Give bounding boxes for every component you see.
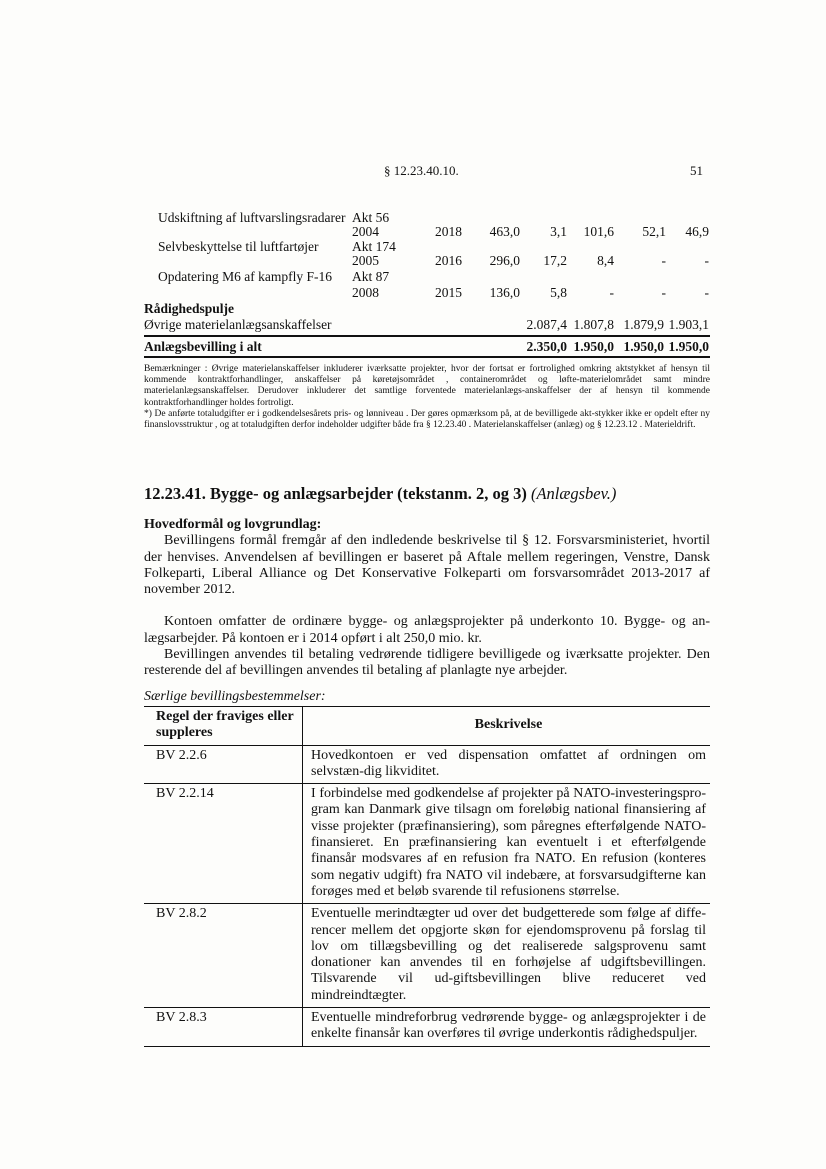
rule-cell: BV 2.8.3 (144, 1008, 303, 1047)
project-value: 46,9 (685, 224, 709, 239)
rule-cell: BV 2.8.2 (144, 904, 303, 1008)
total-value: 1.950,0 (573, 339, 614, 354)
pool-value: 1.879,9 (623, 317, 664, 332)
project-akt: Akt 56 (352, 210, 390, 225)
project-value: 17,2 (543, 253, 567, 268)
pool-label: Øvrige materielanlægsanskaffelser (144, 317, 332, 332)
project-value: 52,1 (642, 224, 666, 239)
project-akt-year: 2005 (352, 253, 379, 268)
project-year: 2016 (435, 253, 462, 268)
project-value: 5,8 (550, 285, 567, 300)
project-value: - (704, 285, 709, 300)
pool-value: 1.903,1 (668, 317, 709, 332)
page-number: 51 (690, 163, 703, 178)
pool-value: 2.087,4 (526, 317, 567, 332)
table-row (144, 904, 710, 1008)
project-value: 101,6 (583, 224, 614, 239)
section-title-text: 12.23.41. Bygge- og anlægsarbejder (tekstanm. 2, og 3) (144, 484, 527, 503)
project-total: 296,0 (489, 253, 520, 268)
project-akt-year: 2008 (352, 285, 379, 300)
description-cell: I forbindelse med godkendelse af projekter på NATO-investeringspro-gram kan Danmark give tilsagn om foreløbig national finansiering af visse projekter (præfinansiering), som påregnes efterfølgende NATO-finansieret. En præfinansiering kan eventuelt i et efterfølgende finansår modsvares af en refusion fra NATO. En refusion (konteres som negativ udgift) fra NATO vil indebære, at forsvarsudgifterne kan forøges med et beløb svarende til refusionens størrelse. (303, 784, 711, 904)
body-paragraph: Kontoen omfatter de ordinære bygge- og anlægsprojekter på underkonto 10. Bygge- og an-lægsarbejder. På kontoen er i 2014 opført i alt 250,0 mio. kr. (144, 614, 710, 646)
section-title-italic: (Anlægsbev.) (530, 484, 617, 503)
total-value: 1.950,0 (623, 339, 664, 354)
body-paragraph: Bevillingens formål fremgår af den indledende beskrivelse til § 12. Forsvarsministeriet, hvortil der henvises. Anvendelsen af bevillingen er baseret på Aftale mellem regeringen, Venstre, Dansk Folkeparti, Liberal Alliance og Det Konservative Folkeparti om forsvarsområdet 2013-2017 af november 2012. (144, 533, 710, 598)
remarks-footnote: *) De anførte totaludgifter er i godkendelsesårets pris- og lønniveau . Der gøres opmærksom på, at de bevilligede akt-stykker ikke er opdelt efter ny finanslovsstruktur , og at totaludgiften derfor indeholder udgifter både fra § 12.23.40 . Materielanskaffelser (anlæg) og § 12.23.12 . Materieldrift. (144, 408, 710, 431)
table-rule (144, 356, 710, 358)
description-cell: Hovedkontoen er ved dispensation omfattet af ordningen om selvstæn-dig likviditet. (303, 745, 711, 784)
project-total: 463,0 (489, 224, 520, 239)
section-body (144, 517, 710, 680)
section-title (144, 484, 616, 504)
project-name: Udskiftning af luftvarslingsradarer (158, 210, 346, 225)
project-value: - (661, 285, 666, 300)
table-row (144, 745, 710, 784)
provisions-table (144, 706, 710, 1047)
description-cell: Eventuelle mindreforbrug vedrørende bygge- og anlægsprojekter i de enkelte finansår kan overføres til øvrige underkontis rådighedspuljer. (303, 1008, 711, 1047)
total-value: 2.350,0 (526, 339, 567, 354)
project-akt: Akt 87 (352, 269, 390, 284)
purpose-heading: Hovedformål og lovgrundlag: (144, 517, 322, 532)
table-row (144, 1008, 710, 1047)
project-value: - (661, 253, 666, 268)
project-name: Opdatering M6 af kampfly F-16 (158, 269, 332, 284)
col-header-rule: Regel der fraviges eller suppleres (144, 707, 303, 746)
pool-heading: Rådighedspulje (144, 301, 235, 316)
project-year: 2015 (435, 285, 462, 300)
table-row (144, 784, 710, 904)
table-rule (144, 335, 710, 337)
pool-value: 1.807,8 (573, 317, 614, 332)
project-akt-year: 2004 (352, 224, 379, 239)
description-cell: Eventuelle merindtægter ud over det budgetterede som følge af diffe-rencer mellem det opgjorte skøn for ejendomsprovenu på forslag til lov om tillægsbevilling og det realiserede salgsprovenu samt donationer kan anvendes til en forhøjelse af udgiftsbevillingen. Tilsvarende vil ud-giftsbevillingen blive reduceret ved mindreindtægter. (303, 904, 711, 1008)
col-header-description: Beskrivelse (303, 707, 711, 746)
project-value: 8,4 (597, 253, 614, 268)
body-paragraph: Bevillingen anvendes til betaling vedrørende tidligere bevilligede og iværksatte projekter. Den resterende del af bevillingen anvendes til betaling af planlagte nye arbejder. (144, 647, 710, 679)
remarks-paragraph: Bemærkninger : Øvrige materielanskaffelser inkluderer iværksatte projekter, hvor der fortsat er fortrolighed omkring aktstykket af hensyn til kommende kontraktforhandlinger, anskaffelser på køretøjsområdet , containerområdet og løfte-materielområdet samt mindre materielanlægsanskaffelser. Derudover inkluderer det samtlige forventede materielanlægs-anskaffelser der af hensyn til kommende kontraktforhandlinger holdes fortroligt. (144, 364, 710, 408)
remarks (144, 364, 710, 431)
total-label: Anlægsbevilling i alt (144, 339, 262, 354)
special-provisions-heading: Særlige bevillingsbestemmelser: (144, 689, 326, 704)
rule-cell: BV 2.2.14 (144, 784, 303, 904)
project-value: - (609, 285, 614, 300)
project-value: 3,1 (550, 224, 567, 239)
project-value: - (704, 253, 709, 268)
project-akt: Akt 174 (352, 239, 396, 254)
section-reference: § 12.23.40.10. (384, 163, 459, 178)
project-total: 136,0 (489, 285, 520, 300)
total-value: 1.950,0 (668, 339, 709, 354)
table-header-row (144, 707, 710, 746)
project-name: Selvbeskyttelse til luftfartøjer (158, 239, 319, 254)
project-year: 2018 (435, 224, 462, 239)
rule-cell: BV 2.2.6 (144, 745, 303, 784)
